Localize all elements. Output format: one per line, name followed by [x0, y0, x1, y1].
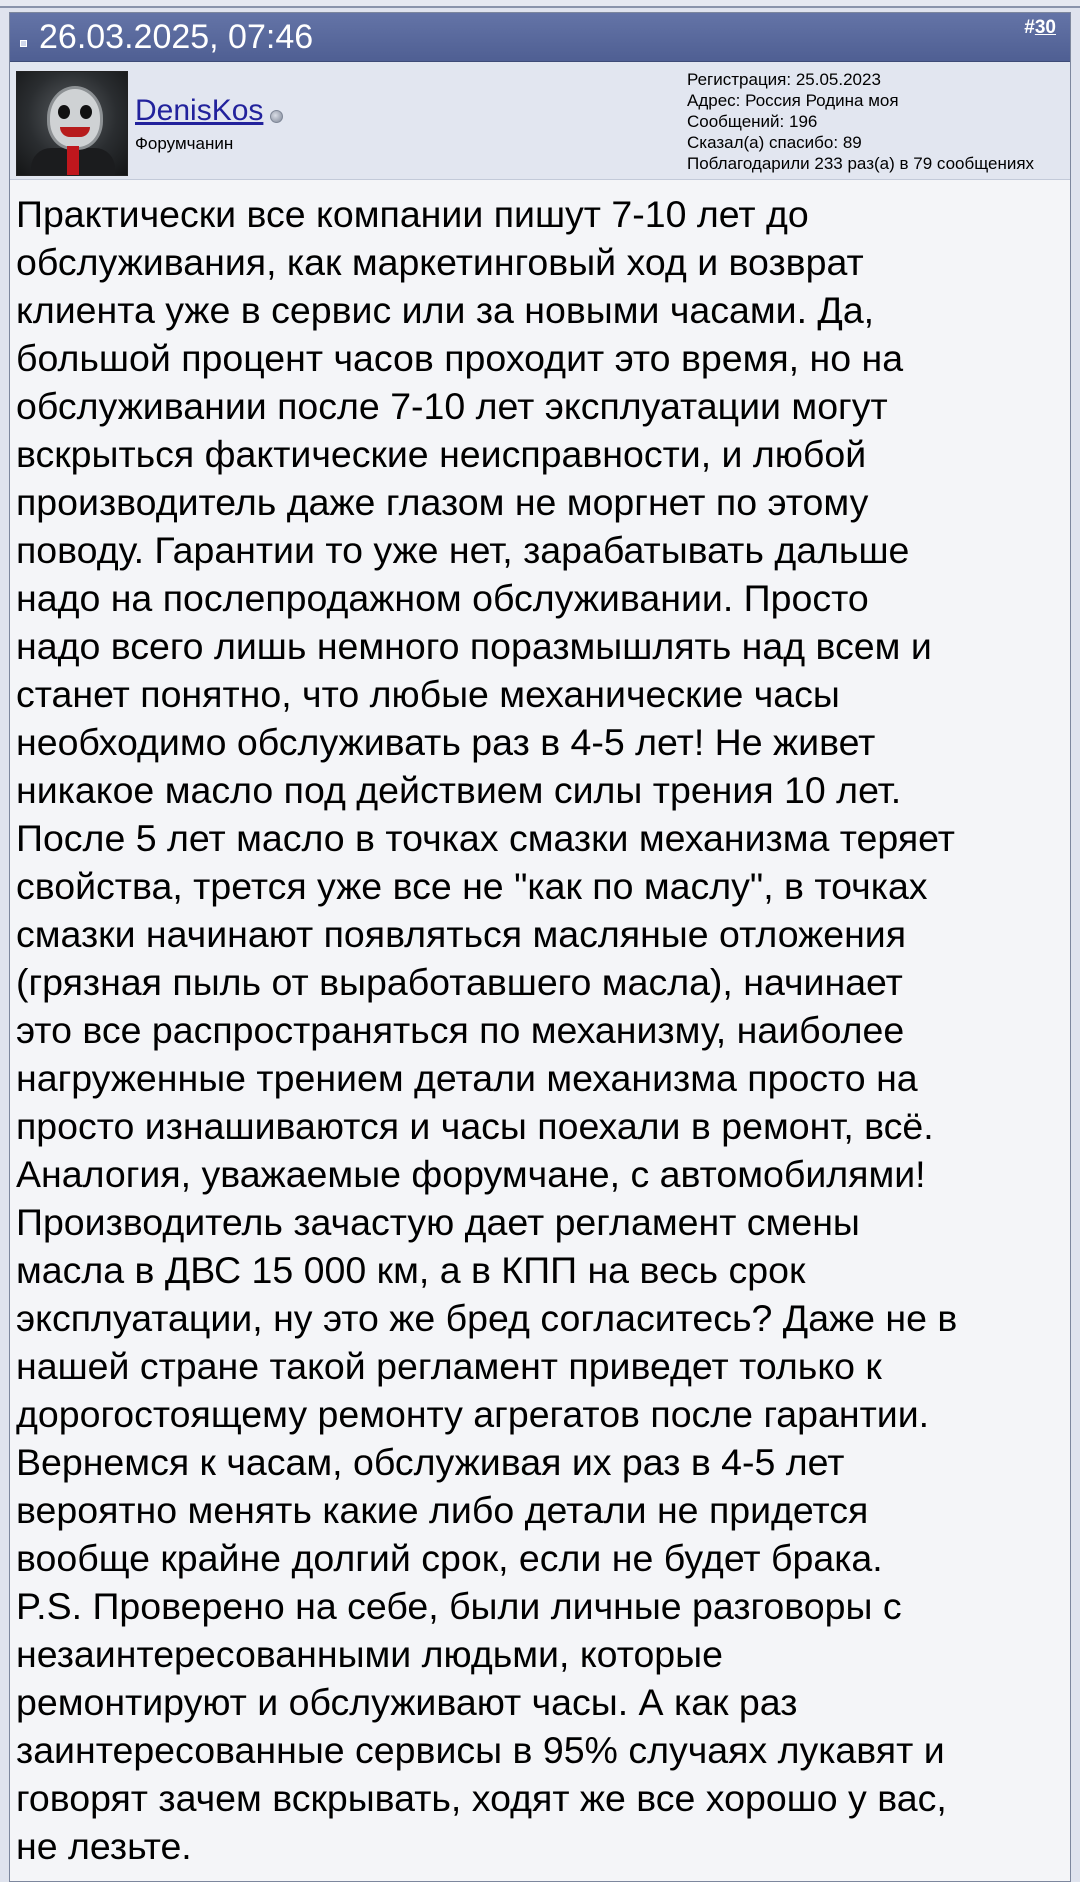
post-number-link[interactable]: 30 [1034, 17, 1056, 38]
avatar[interactable] [16, 71, 128, 176]
post-text-line: свойства, трется уже все не "как по маслу", в точках [16, 865, 928, 907]
post-text-line: просто изнашиваются и часы поехали в ремонт, всё. [16, 1105, 934, 1147]
post-text-line: Практически все компании пишут 7-10 лет до [16, 193, 809, 235]
post-text-line: заинтересованные сервисы в 95% случаях лукавят и [16, 1729, 945, 1771]
post-date: 26.03.2025, 07:46 [39, 18, 314, 56]
post-number [1024, 17, 1056, 39]
post-text-line: поводу. Гарантии то уже нет, зарабатывать дальше [16, 529, 910, 571]
post-text-line: станет понятно, что любые механические часы [16, 673, 840, 715]
post-text-line: После 5 лет масло в точках смазки механизма теряет [16, 817, 955, 859]
user-title: Форумчанин [135, 134, 234, 153]
page-top-border [0, 0, 1080, 8]
username-link[interactable]: DenisKos [135, 94, 264, 127]
post-text-line: необходимо обслуживать раз в 4-5 лет! Не живет [16, 721, 876, 763]
post-text-line: вообще крайне долгий срок, если не будет брака. [16, 1537, 883, 1579]
post-text-line: Вернемся к часам, обслуживая их раз в 4-5 лет [16, 1441, 845, 1483]
post-text-line: незаинтересованными людьми, которые [16, 1633, 723, 1675]
post-text-line: Производитель зачастую дает регламент смены [16, 1201, 860, 1243]
post-text-line: надо всего лишь немного поразмышлять над всем и [16, 625, 932, 667]
post-text-line: P.S. Проверено на себе, были личные разговоры с [16, 1585, 902, 1627]
post-text-line: эксплуатации, ну это же бред согласитесь? Даже не в [16, 1297, 958, 1339]
post-text-line: масла в ДВС 15 000 км, а в КПП на весь срок [16, 1249, 806, 1291]
post-number-prefix: # [1024, 17, 1035, 38]
user-registration: Регистрация: 25.05.2023 [687, 70, 881, 89]
post-text-line: нашей стране такой регламент приведет только к [16, 1345, 882, 1387]
post-text-line: надо на послепродажном обслуживании. Просто [16, 577, 869, 619]
user-address: Адрес: Россия Родина моя [687, 91, 899, 110]
user-post-count: Сообщений: 196 [687, 112, 818, 131]
avatar-eye-right [80, 105, 92, 119]
post-bullet-icon [20, 40, 27, 47]
post-text-line: обслуживании после 7-10 лет эксплуатации могут [16, 385, 888, 427]
post-text-line: это все распространяться по механизму, наиболее [16, 1009, 905, 1051]
post-header [10, 13, 1070, 62]
post-text-line: клиента уже в сервис или за новыми часами. Да, [16, 289, 875, 331]
user-thanks-given: Сказал(а) спасибо: 89 [687, 133, 862, 152]
forum-post [9, 12, 1071, 1882]
post-body [10, 180, 1070, 1870]
user-thanks-received: Поблагодарили 233 раз(а) в 79 сообщениях [687, 154, 1035, 173]
avatar-face [47, 86, 103, 150]
online-status-icon [270, 110, 283, 123]
avatar-mouth [60, 127, 90, 137]
post-text-line: обслуживания, как маркетинговый ход и возврат [16, 241, 864, 283]
post-text-line: не лезьте. [16, 1825, 192, 1867]
post-text-line: производитель даже глазом не моргнет по этому [16, 481, 869, 523]
avatar-eye-left [58, 105, 70, 119]
post-text-line: никакое масло под действием силы трения 10 лет. [16, 769, 902, 811]
post-text-line: нагруженные трением детали механизма просто на [16, 1057, 918, 1099]
post-text-line: (грязная пыль от выработавшего масла), начинает [16, 961, 903, 1003]
post-text-line: смазки начинают появляться масляные отложения [16, 913, 907, 955]
post-text-line: Аналогия, уважаемые форумчане, с автомобилями! [16, 1153, 926, 1195]
post-text-line: дорогостоящему ремонту агрегатов после гарантии. [16, 1393, 930, 1435]
post-text-line: большой процент часов проходит это время, но на [16, 337, 904, 379]
avatar-tie [67, 146, 79, 176]
post-text-line: вероятно менять какие либо детали не придется [16, 1489, 869, 1531]
user-info-bar [10, 62, 1070, 180]
post-text-line: вскрыться фактические неисправности, и любой [16, 433, 867, 475]
post-text-line: ремонтируют и обслуживают часы. А как раз [16, 1681, 798, 1723]
post-text-line: говорят зачем вскрывать, ходят же все хорошо у вас, [16, 1777, 947, 1819]
user-stats [687, 69, 1034, 174]
